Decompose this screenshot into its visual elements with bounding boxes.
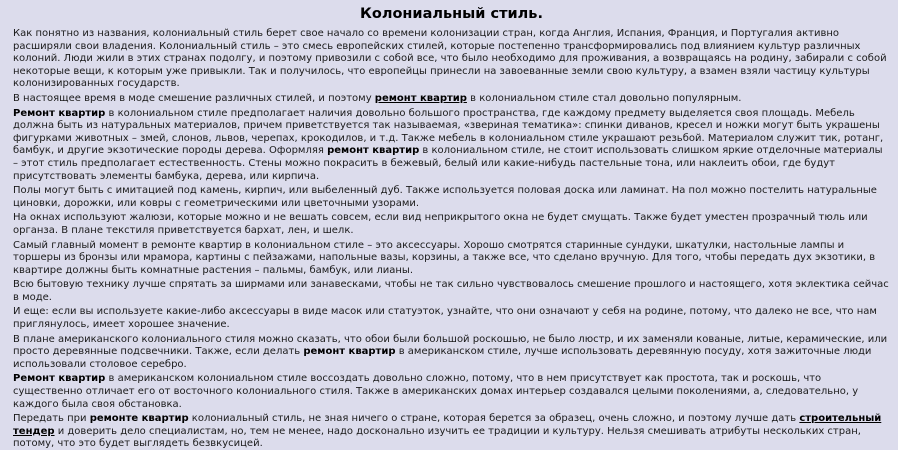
- paragraph-text: в колониальном стиле предполагает наличия довольно большого пространства, где каждому предмету выделяется своя площадь. Мебель должна быть из натуральных материалов, причем приветствуется так называемая, «звериная тематика»: спинки диванов, кресел и ножки могут быть украшены фигурками животных – змей, слонов, львов, черепах, крокодилов, и т.д. Также мебель в колониальном стиле украшают резьбой. Материалом служит тик, ротанг, бамбук, и другие экзотические породы дерева. Оформляя: [13, 107, 884, 157]
- paragraph-text: Как понятно из названия, колониальный стиль берет свое начало со времени колонизации стран, когда Англия, Испания, Франция, и Португалия активно расширяли свои владения. Колониальный стиль – это смесь европейских стилей, которые постепенно трансформировались под влиянием культур различных колоний. Люди жили в этих странах подолгу, и поэтому привозили с собой все, что было необходимо для проживания, а возвращаясь на родину, забирали с собой некоторые вещи, к которым уже привыкли. Так и получилось, что европейцы принесли на завоеванные земли свою культуру, а взамен взяли частицу культуры колонизированных государств.: [13, 28, 887, 90]
- paragraph-text: в колониальном стиле, не стоит использовать слишком яркие отделочные материалы – этот стиль предполагает естественность. Стены можно покрасить в бежевый, белый или какие-нибудь пастельные тона, или наклеить обои, где будут присутствовать элементы бамбука, дерева, или кирпича.: [13, 145, 883, 182]
- page-title: Колониальный стиль.: [360, 6, 543, 22]
- bold-keyword: ремонт квартир: [303, 346, 396, 358]
- inline-link-text: строительный тендер: [13, 413, 882, 437]
- paragraph-text: В настоящее время в моде смешение различных стилей, и поэтому: [13, 92, 375, 104]
- article-paragraph: [13, 240, 890, 278]
- article-paragraph: [13, 28, 890, 91]
- paragraph-text: Передать при: [13, 413, 90, 425]
- bold-keyword: ремонте квартир: [89, 413, 189, 425]
- paragraph-text: В плане американского колониального стиля можно сказать, что обои были большой роскошью, не было люстр, и их заменяли кованые, литые, керамические, или просто деревянные подсвечники. Также, если делать: [13, 333, 888, 358]
- paragraph-text: в колониальном стиле стал довольно популярным.: [466, 92, 742, 104]
- inline-link[interactable]: [375, 93, 467, 104]
- paragraph-text: Полы могут быть с имитацией под камень, кирпич, или выбеленный дуб. Также используется половая доска или ламинат. На пол можно постелить натуральные циновки, дорожки, или ковры с геометрическими или цветочными узорами.: [13, 185, 877, 209]
- paragraph-text: И еще: если вы используете какие-либо аксессуары в виде масок или статуэток, узнайте, что они означают у себя на родине, потому, что далеко не все, что нам приглянулось, имеет хорошее значение.: [13, 306, 877, 331]
- article-paragraph: [13, 93, 890, 106]
- article-body: [13, 28, 890, 450]
- bold-keyword: Ремонт квартир: [13, 373, 106, 385]
- article-paragraph: [13, 373, 890, 411]
- article-paragraph: [13, 212, 890, 237]
- bold-keyword: ремонт квартир: [327, 145, 420, 157]
- article-paragraph: [13, 413, 890, 450]
- paragraph-text: и доверить дело специалистам, но, тем не менее, надо досконально изучить ее традиции и культуру. Нельзя смешивать атрибуты нескольких стран, потому, что это будет выглядеть безвкусицей.: [13, 425, 861, 450]
- article-paragraph: [13, 185, 890, 210]
- paragraph-text: в американском стиле, лучше использовать деревянную посуду, хотя зажиточные люди использовали столовое серебро.: [13, 346, 872, 370]
- article-paragraph: [13, 306, 890, 331]
- inline-link-text: ремонт квартир: [374, 92, 467, 104]
- paragraph-text: Самый главный момент в ремонте квартир в колониальном стиле – это аксессуары. Хорошо смотрятся старинные сундуки, шкатулки, настольные лампы и торшеры из бронзы или мрамора, картины с пейзажами, напольные вазы, корзины, а также все, что сделано вручную. Для того, чтобы передать дух экзотики, в квартире должны быть комнатные растения – пальмы, бамбук, или лианы.: [13, 239, 876, 276]
- paragraph-text: На окнах используют жалюзи, которые можно и не вешать совсем, если вид неприкрытого окна не будет смущать. Также будет уместен прозрачный тюль или органза. В плане текстиля приветствуется бархат, лен, и шелк.: [13, 212, 868, 236]
- bold-keyword: Ремонт квартир: [13, 107, 106, 119]
- article-paragraph: [13, 334, 890, 372]
- paragraph-text: в американском колониальном стиле воссоздать довольно сложно, потому, что в нем присутствует как простота, так и роскошь, что существенно отличает его от восточного колониального стиля. Также в американских домах интерьер создавался целыми поколениями, а, следовательно, у каждого была своя обстановка.: [13, 373, 859, 410]
- article-paragraph: [13, 108, 890, 184]
- article-paragraph: [13, 279, 890, 304]
- paragraph-text: колониальный стиль, не зная ничего о стране, которая берется за образец, очень сложно, и поэтому лучше дать: [188, 413, 800, 425]
- paragraph-text: Всю бытовую технику лучше спрятать за ширмами или занавесками, чтобы не так сильно чувствовалось смешение прошлого и настоящего, хотя эклектика сейчас в моде.: [13, 279, 889, 303]
